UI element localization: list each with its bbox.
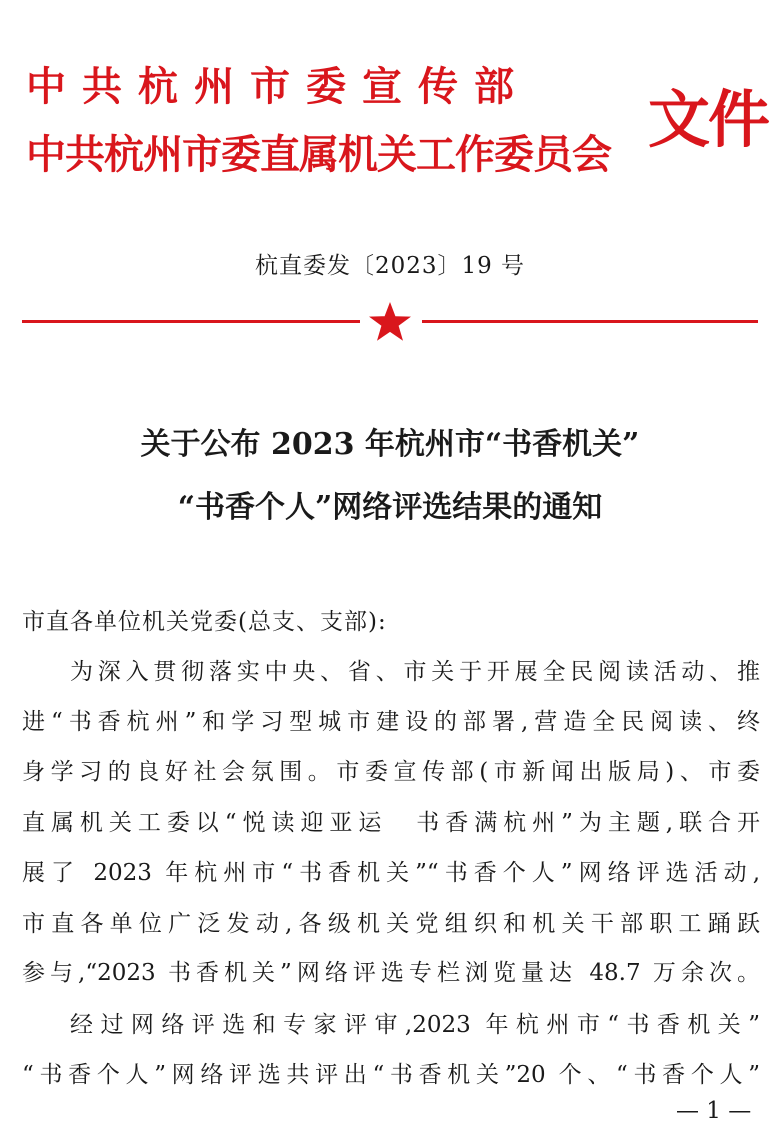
red-star-icon	[367, 302, 413, 342]
salutation: 市直各单位机关党委(总支、支部):	[22, 609, 387, 635]
issuer-working-committee: 中共杭州市委直属机关工作委员会	[26, 131, 611, 178]
body-line: 直属机关工委以“悦读迎亚运 书香满杭州”为主题,联合开	[22, 810, 760, 836]
body-line: 进“书香杭州”和学习型城市建设的部署,营造全民阅读、终	[22, 709, 760, 735]
body-line: 身学习的良好社会氛围。市委宣传部(市新闻出版局)、市委	[22, 759, 760, 785]
body-line: 展了 2023 年杭州市“书香机关”“书香个人”网络评选活动,	[22, 860, 760, 886]
body-line: 经过网络评选和专家评审,2023 年杭州市“书香机关”	[70, 1012, 760, 1038]
red-divider-right	[422, 320, 758, 323]
body-line: 参与,“2023 书香机关”网络评选专栏浏览量达 48.7 万余次。	[22, 960, 760, 986]
red-divider-left	[22, 320, 360, 323]
issuer-propaganda-department: 中共杭州市委宣传部	[26, 63, 530, 110]
document-type-label: 文件	[648, 83, 769, 156]
body-line: “书香个人”网络评选共评出“书香机关”20 个、“书香个人”	[22, 1062, 760, 1088]
document-title-line-2: “书香个人”网络评选结果的通知	[177, 490, 603, 525]
body-line: 为深入贯彻落实中央、省、市关于开展全民阅读活动、推	[70, 659, 760, 685]
body-line: 市直各单位广泛发动,各级机关党组织和机关干部职工踊跃	[22, 911, 760, 937]
document-number: 杭直委发〔2023〕19 号	[254, 253, 526, 279]
page-number: — 1 —	[676, 1098, 752, 1124]
document-title-line-1: 关于公布 2023 年杭州市“书香机关”	[140, 427, 640, 462]
